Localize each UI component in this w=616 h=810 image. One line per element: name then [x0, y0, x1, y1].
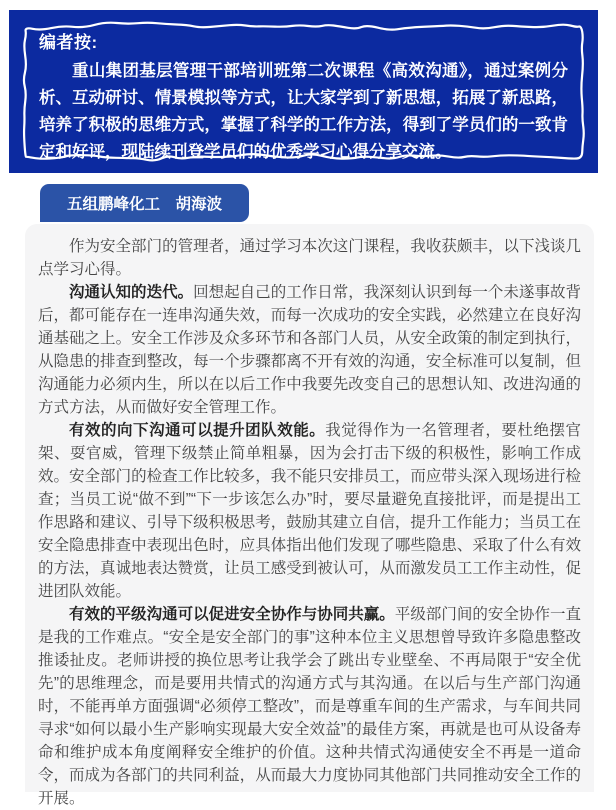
author-badge	[40, 184, 249, 222]
paragraph-communication-cognition	[38, 281, 581, 419]
paragraph-intro	[38, 235, 581, 281]
paragraph-downward-communication	[38, 419, 581, 603]
paragraph-peer-communication	[38, 603, 581, 810]
editor-note-label: 编者按:	[39, 33, 98, 52]
paragraph-lead: 沟通认知的迭代。	[69, 284, 194, 301]
paragraph-text: 平级部门间的安全协作一直是我的工作难点。“安全是安全部门的事”这种本位主义思想曾导致许多隐患整改推诿扯皮。老师讲授的换位思考让我学会了跳出专业壁垒、不再局限于“安全优先”的思维理念，而是要用共情式的沟通方式与其沟通。在以后与生产部门沟通时，不能再单方面强调“必须停工整改”，而是尊重车间的生产需求，与车间共同寻求“如何以最小生产影响实现最大安全效益”的最佳方案，再就是也可从设备寿命和维护成本角度阐释安全维护的价值。这种共情式沟通使安全不再是一道命令，而成为各部门的共同利益，从而最大力度协同其他部门共同推动安全工作的开展。	[38, 606, 581, 807]
paragraph-text: 回想起自己的工作日常，我深刻认识到每一个未遂事故背后，都可能存在一连串沟通失效，而每一次成功的安全实践，必然建立在良好沟通基础之上。安全工作涉及众多环节和各部门人员，从安全政策的制定到执行，从隐患的排查到整改，每一个步骤都离不开有效的沟通，安全标准可以复制，但沟通能力必须内生，所以在以后工作中我要先改变自己的思想认知、改进沟通的方式方法，从而做好安全管理工作。	[38, 284, 581, 416]
author-badge-label: 五组鹏峰化工 胡海波	[67, 196, 223, 213]
editor-note-content	[9, 10, 598, 173]
paragraph-text: 我觉得作为一名管理者，要杜绝摆官架、耍官威，管理下级禁止简单粗暴，因为会打击下级的积极性，影响工作成效。安全部门的检查工作比较多，我不能只安排员工，而应带头深入现场进行检查；当员工说“做不到”“下一步该怎么办”时，要尽量避免直接批评，而是提出工作思路和建议、引导下级积极思考，鼓励其建立自信，提升工作能力；当员工在安全隐患排查中表现出色时，应具体指出他们发现了哪些隐患、采取了什么有效的方法，真诚地表达赞赏，让员工感受到被认可，从而激发员工工作主动性，促进团队效能。	[38, 422, 581, 600]
editor-note-text: 重山集团基层管理干部培训班第二次课程《高效沟通》，通过案例分析、互动研讨、情景模拟等方式，让大家学到了新思想，拓展了新思路，培养了积极的思维方式，掌握了科学的工作方法，得到了学员们的一致肯定和好评，现陆续刊登学员们的优秀学习心得分享交流。	[39, 62, 568, 161]
editor-note-box	[9, 10, 598, 173]
paragraph-lead: 有效的向下沟通可以提升团队效能。	[69, 422, 326, 439]
paragraph-lead: 有效的平级沟通可以促进安全协作与协同共赢。	[69, 606, 395, 623]
paragraph-text: 作为安全部门的管理者，通过学习本次这门课程，我收获颇丰，以下浅谈几点学习心得。	[38, 238, 581, 278]
article-body	[25, 224, 594, 807]
